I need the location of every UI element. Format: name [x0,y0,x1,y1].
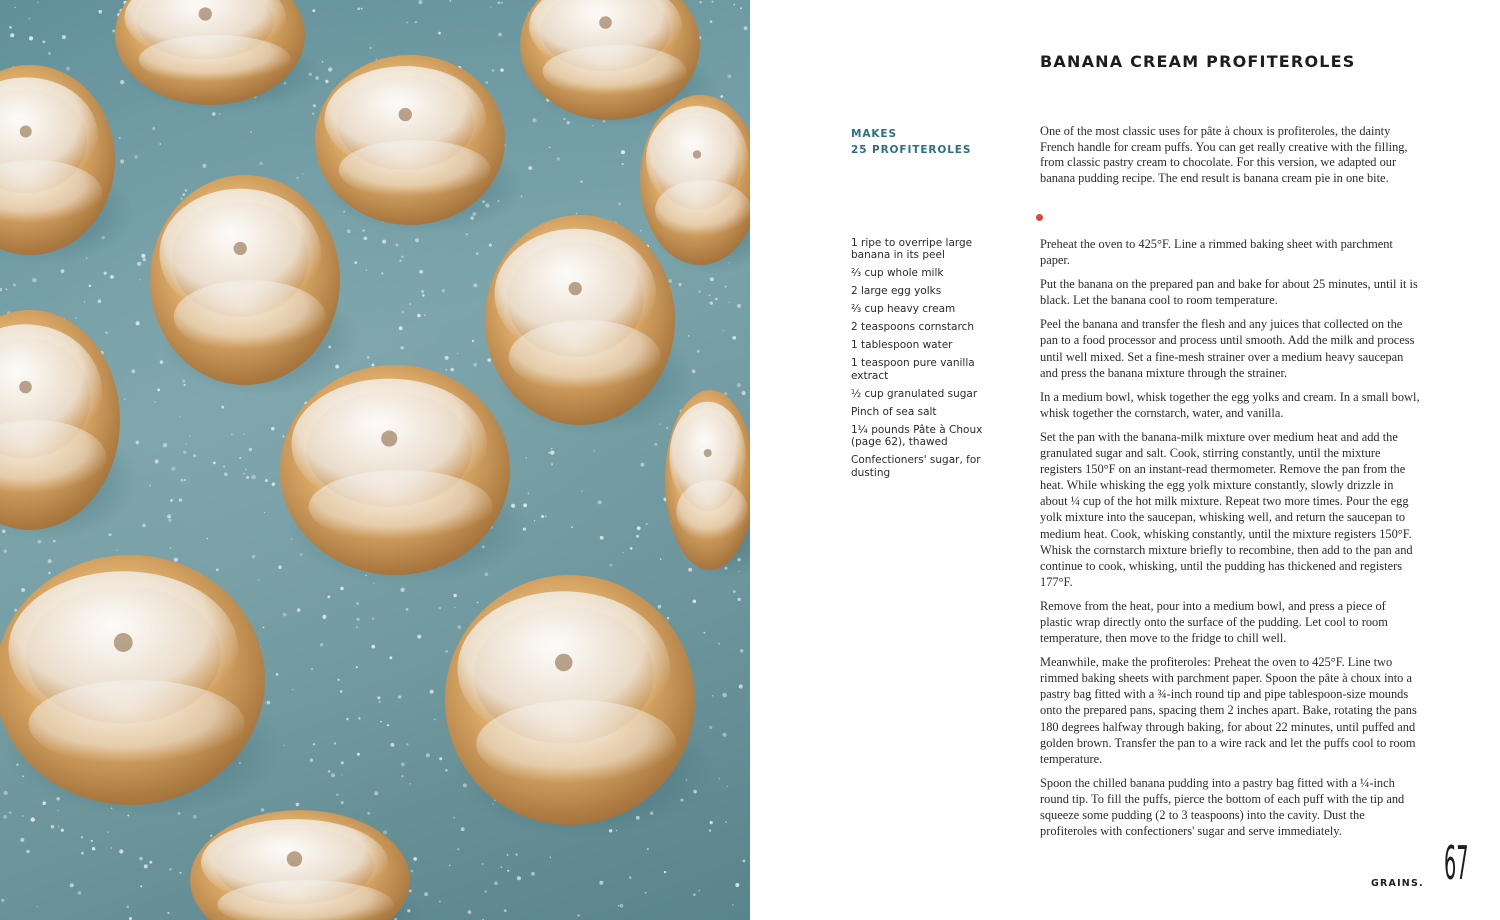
profiterole [665,390,750,579]
method-step: Put the banana on the prepared pan and bake for about 25 minutes, until it is black. Let the banana cool to room temperature. [1040,277,1418,308]
ingredient-item: ½ cup granulated sugar [851,387,978,400]
ingredient-item: ⅔ cup whole milk [851,267,944,280]
profiterole [0,555,286,818]
method-step: Preheat the oven to 425°F. Line a rimmed baking sheet with parchment paper. [1040,237,1393,268]
method-step: Meanwhile, make the profiteroles: Preheat the oven to 425°F. Line two rimmed baking sheets with parchment paper. Spoon the pâte à choux into a pastry bag fitted with a ¾-inch round tip and pipe tablespoon-size mounds onto the prepared pans, spacing them 2 inches apart. Bake, rotating the pans 180 degrees halfway through baking, for about 22 minutes, until puffed and golden brown. Transfer the pan to a wire rack and let the puffs cool to room temperature. [1040,655,1417,766]
ingredient-item: 2 large egg yolks [851,285,942,298]
ingredient-item: Confectioners' sugar, for dusting [851,454,981,479]
ingredient-list [851,237,1001,485]
recipe-method [1040,236,1420,847]
ingredient-item: Pinch of sea salt [851,405,937,418]
page-number: 67 [1444,836,1469,890]
section-divider-dot [1036,214,1043,221]
ingredient-item: 1 ripe to overripe large banana in its peel [851,237,973,262]
ingredient-item: ⅔ cup heavy cream [851,303,956,316]
profiterole [150,175,359,396]
method-step: In a medium bowl, whisk together the egg yolks and cream. In a small bowl, whisk together the cornstarch, water, and vanilla. [1040,389,1420,420]
yield-amount: 25 PROFITEROLES [851,144,972,156]
ingredient-item: 2 teaspoons cornstarch [851,321,974,334]
method-step: Set the pan with the banana-milk mixture over medium heat and add the granulated sugar and salt. Cook, stirring constantly, until the mixture registers 150°F on an instant-read thermometer. Remove the pan from the heat. While whisking the egg yolk mixture constantly, slowly drizzle in about ¼ cup of the hot milk mixture. Repeat two more times. Pour the egg yolk mixture into the saucepan, whisking well, and return the saucepan to medium heat. Cook, whisking constantly, until the mixture registers 150°F. Whisk the cornstarch mixture briefly to recombine, then add to the pan and continue to cook, whisking, until the pudding has thickened and registers 177°F. [1040,429,1413,589]
method-step: Peel the banana and transfer the flesh and any juices that collected on the pan to a food processor and process until smooth. Add the milk and process until well mixed. Set a fine-mesh strainer over a medium heavy saucepan and press the banana mixture through the strainer. [1040,317,1415,380]
method-step: Spoon the chilled banana pudding into a pastry bag fitted with a ¼-inch round tip. To fill the puffs, pierce the bottom of each puff with the tip and squeeze some pudding (2 to 3 teaspoons) into the cavity. Dust the profiteroles with confectioners' sugar and serve immediately. [1040,775,1405,839]
yield-label: MAKES [851,128,897,140]
profiterole [315,55,524,234]
recipe-intro: One of the most classic uses for pâte à choux is profiteroles, the dainty French handle for cream puffs. You can get really creative with the filling, from classic pastry cream to chocolate. For this version, we adapted our banana pudding recipe. The end result is banana cream pie in one bite. [1040,124,1408,185]
method-step: Remove from the heat, pour into a medium bowl, and press a piece of plastic wrap directly onto the surface of the pudding. Let cool to room temperature, then move to the fridge to chill well. [1040,598,1388,646]
recipe-yield [851,126,971,158]
profiterole [280,365,530,586]
profiterole [0,310,139,541]
ingredient-item: 1¼ pounds Pâte à Choux (page 62), thawed [851,423,983,449]
profiterole [115,0,324,112]
section-name: GRAINS. [1371,878,1424,889]
ingredient-item: 1 tablespoon water [851,339,953,352]
profiterole [0,65,133,265]
profiterole [190,810,430,920]
recipe-title: BANANA CREAM PROFITEROLES [1040,52,1356,71]
profiterole [445,575,715,838]
profiterole [640,95,750,274]
ingredient-item: 1 teaspoon pure vanilla extract [851,357,975,382]
